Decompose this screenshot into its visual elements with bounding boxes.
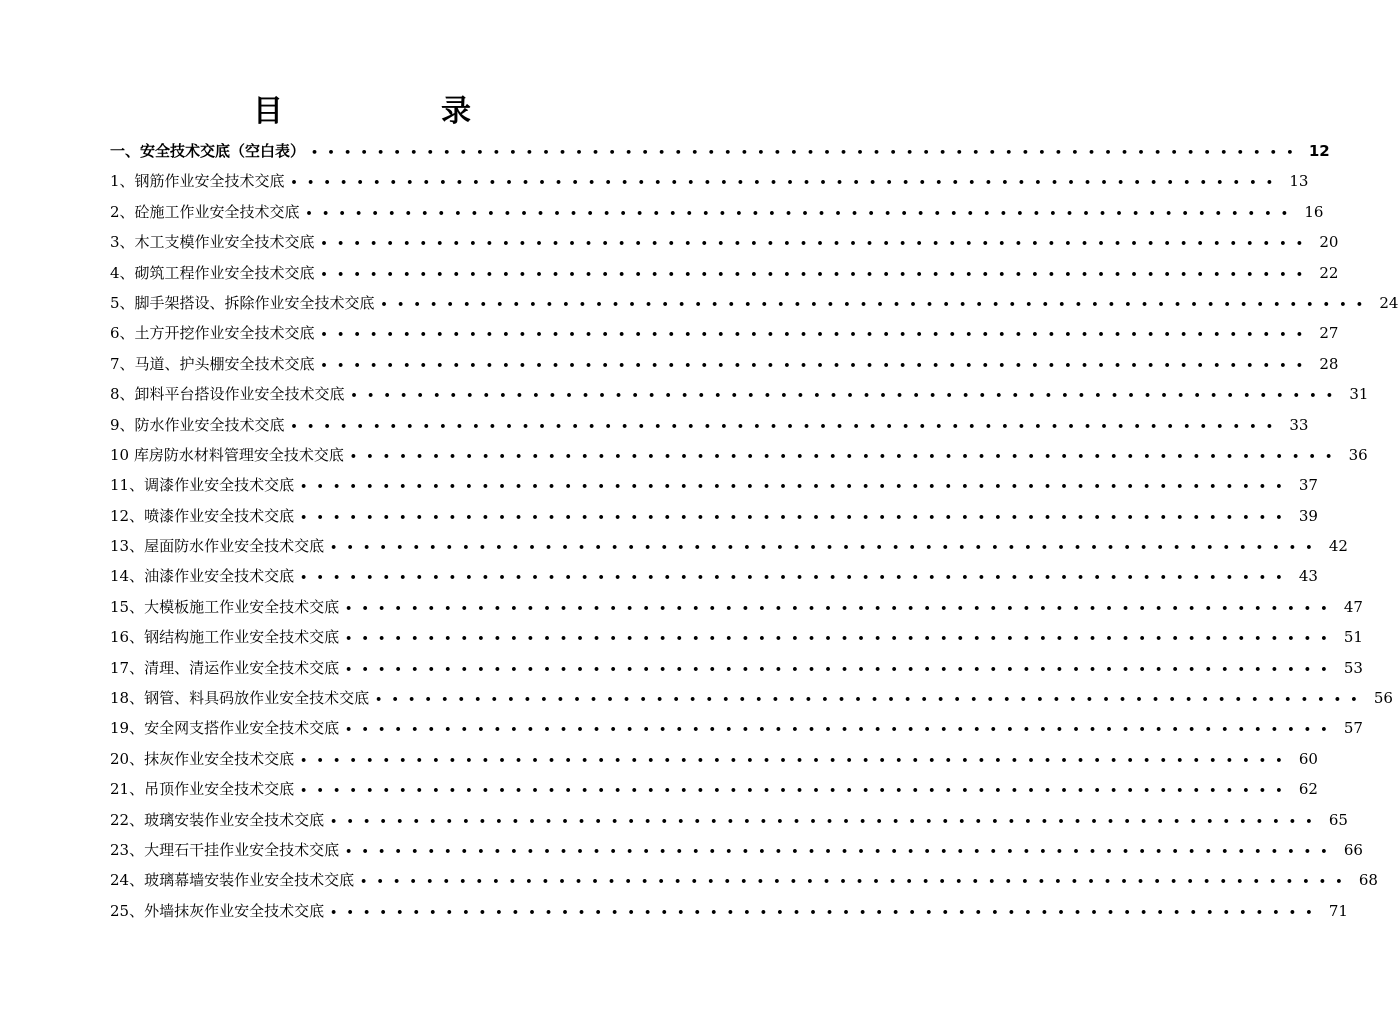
toc-entry[interactable] bbox=[110, 717, 1363, 747]
toc-dot-leader: •••••••••••••••••••••••••••••••••••••••••••••••••••••••••••• bbox=[330, 541, 1322, 555]
toc-dot-leader: •••••••••••••••••••••••••••••••••••••••••••••••••••••••••••• bbox=[345, 723, 1337, 737]
toc-entry-label: 14、油漆作业安全技术交底 bbox=[110, 567, 295, 586]
table-of-contents bbox=[110, 140, 1398, 930]
toc-entry-label: 7、马道、护头棚安全技术交底 bbox=[110, 354, 315, 373]
toc-dot-leader: •••••••••••••••••••••••••••••••••••••••••••••••••••••••••••• bbox=[290, 176, 1283, 190]
toc-entry[interactable] bbox=[110, 839, 1363, 869]
toc-entry-label: 1、钢筋作业安全技术交底 bbox=[110, 172, 285, 191]
toc-entry-label: 13、屋面防水作业安全技术交底 bbox=[110, 537, 325, 556]
toc-page-number: 60 bbox=[1298, 749, 1318, 768]
toc-page-number: 22 bbox=[1319, 263, 1339, 282]
toc-entry[interactable] bbox=[110, 474, 1318, 504]
toc-dot-leader: •••••••••••••••••••••••••••••••••••••••••••••••••••••••••••• bbox=[375, 693, 1367, 707]
toc-page-number: 20 bbox=[1319, 233, 1339, 252]
toc-entry[interactable] bbox=[110, 414, 1309, 444]
toc-entry[interactable] bbox=[110, 322, 1339, 352]
toc-entry[interactable] bbox=[110, 383, 1369, 413]
toc-page-number: 56 bbox=[1373, 689, 1393, 708]
toc-dot-leader: •••••••••••••••••••••••••••••••••••••••••••••••••••••••••••• bbox=[300, 480, 1292, 494]
toc-entry[interactable] bbox=[110, 748, 1318, 778]
page-title: 目 录 bbox=[253, 94, 535, 129]
toc-entry[interactable] bbox=[110, 535, 1348, 565]
toc-entry-label: 19、安全网支搭作业安全技术交底 bbox=[110, 719, 340, 738]
toc-dot-leader: •••••••••••••••••••••••••••••••••••••••••••••••••••••••••••• bbox=[300, 571, 1292, 585]
toc-page-number: 43 bbox=[1298, 567, 1318, 586]
toc-entry-label: 10 库房防水材料管理安全技术交底 bbox=[110, 445, 344, 464]
toc-entry[interactable] bbox=[110, 626, 1363, 656]
toc-page-number: 42 bbox=[1328, 537, 1348, 556]
toc-dot-leader: •••••••••••••••••••••••••••••••••••••••••••••••••••••••••••• bbox=[360, 875, 1352, 889]
toc-dot-leader: •••••••••••••••••••••••••••••••••••••••••••••••••••••••••••• bbox=[311, 146, 1303, 159]
toc-page-number: 71 bbox=[1328, 901, 1348, 920]
toc-page-number: 37 bbox=[1298, 476, 1318, 495]
toc-entry[interactable] bbox=[110, 900, 1348, 930]
toc-page-number: 36 bbox=[1348, 445, 1368, 464]
toc-page-number: 28 bbox=[1319, 354, 1339, 373]
toc-entry-label: 4、砌筑工程作业安全技术交底 bbox=[110, 263, 315, 282]
toc-entry[interactable] bbox=[110, 170, 1309, 200]
toc-entry[interactable] bbox=[110, 262, 1339, 292]
toc-dot-leader: •••••••••••••••••••••••••••••••••••••••••••••••••••••••••••• bbox=[305, 206, 1298, 220]
toc-dot-leader: •••••••••••••••••••••••••••••••••••••••••••••••••••••••••••• bbox=[345, 632, 1337, 646]
toc-page-number: 68 bbox=[1358, 871, 1378, 890]
toc-dot-leader: •••••••••••••••••••••••••••••••••••••••••••••••••••••••••••• bbox=[290, 419, 1283, 433]
toc-dot-leader: •••••••••••••••••••••••••••••••••••••••••••••••••••••••••••• bbox=[345, 662, 1337, 676]
toc-entry[interactable] bbox=[110, 292, 1398, 322]
toc-page-number: 65 bbox=[1328, 810, 1348, 829]
toc-dot-leader: •••••••••••••••••••••••••••••••••••••••••••••••••••••••••••• bbox=[320, 358, 1313, 372]
toc-entry-label: 20、抹灰作业安全技术交底 bbox=[110, 749, 295, 768]
toc-page-number: 53 bbox=[1343, 658, 1363, 677]
toc-dot-leader: •••••••••••••••••••••••••••••••••••••••••••••••••••••••••••• bbox=[320, 267, 1313, 281]
toc-dot-leader: •••••••••••••••••••••••••••••••••••••••••••••••••••••••••••• bbox=[300, 753, 1292, 767]
toc-page-number: 12 bbox=[1308, 142, 1330, 160]
toc-dot-leader: •••••••••••••••••••••••••••••••••••••••••••••••••••••••••••• bbox=[320, 237, 1313, 251]
toc-entry-label: 9、防水作业安全技术交底 bbox=[110, 415, 285, 434]
toc-entry-label: 16、钢结构施工作业安全技术交底 bbox=[110, 628, 340, 647]
toc-entry-label: 6、土方开挖作业安全技术交底 bbox=[110, 324, 315, 343]
toc-entry-label: 12、喷漆作业安全技术交底 bbox=[110, 506, 295, 525]
toc-dot-leader: •••••••••••••••••••••••••••••••••••••••••••••••••••••••••••• bbox=[330, 814, 1322, 828]
toc-page-number: 31 bbox=[1349, 385, 1369, 404]
toc-entry[interactable] bbox=[110, 444, 1368, 474]
toc-entry-label: 一、安全技术交底（空白表） bbox=[110, 142, 306, 160]
toc-dot-leader: •••••••••••••••••••••••••••••••••••••••••••••••••••••••••••• bbox=[345, 844, 1337, 858]
toc-page-number: 57 bbox=[1343, 719, 1363, 738]
toc-dot-leader: •••••••••••••••••••••••••••••••••••••••••••••••••••••••••••• bbox=[380, 297, 1373, 311]
toc-entry[interactable] bbox=[110, 505, 1318, 535]
toc-page-number: 33 bbox=[1289, 415, 1309, 434]
toc-entry-label: 18、钢管、料具码放作业安全技术交底 bbox=[110, 689, 370, 708]
toc-entry[interactable] bbox=[110, 869, 1378, 899]
toc-entry-label: 24、玻璃幕墙安装作业安全技术交底 bbox=[110, 871, 355, 890]
toc-entry-label: 2、砼施工作业安全技术交底 bbox=[110, 202, 300, 221]
toc-page-number: 39 bbox=[1298, 506, 1318, 525]
toc-entry-label: 15、大模板施工作业安全技术交底 bbox=[110, 597, 340, 616]
toc-dot-leader: •••••••••••••••••••••••••••••••••••••••••••••••••••••••••••• bbox=[330, 905, 1322, 919]
toc-entry[interactable] bbox=[110, 657, 1363, 687]
toc-entry[interactable] bbox=[110, 687, 1393, 717]
toc-entry-label: 11、调漆作业安全技术交底 bbox=[110, 476, 295, 495]
toc-page-number: 16 bbox=[1304, 202, 1324, 221]
toc-entry-label: 21、吊顶作业安全技术交底 bbox=[110, 780, 295, 799]
toc-entry-label: 8、卸料平台搭设作业安全技术交底 bbox=[110, 385, 345, 404]
toc-entry[interactable] bbox=[110, 565, 1318, 595]
toc-page-number: 66 bbox=[1343, 840, 1363, 859]
toc-entry[interactable] bbox=[110, 231, 1339, 261]
toc-dot-leader: •••••••••••••••••••••••••••••••••••••••••••••••••••••••••••• bbox=[345, 601, 1337, 615]
toc-page-number: 47 bbox=[1343, 597, 1363, 616]
toc-entry-label: 17、清理、清运作业安全技术交底 bbox=[110, 658, 340, 677]
toc-entry[interactable] bbox=[110, 353, 1339, 383]
toc-entry[interactable] bbox=[110, 596, 1363, 626]
toc-entry-label: 22、玻璃安装作业安全技术交底 bbox=[110, 810, 325, 829]
toc-page-number: 51 bbox=[1343, 628, 1363, 647]
toc-dot-leader: •••••••••••••••••••••••••••••••••••••••••••••••••••••••••••• bbox=[350, 389, 1343, 403]
toc-entry-label: 3、木工支模作业安全技术交底 bbox=[110, 233, 315, 252]
toc-dot-leader: •••••••••••••••••••••••••••••••••••••••••••••••••••••••••••• bbox=[300, 510, 1292, 524]
toc-dot-leader: •••••••••••••••••••••••••••••••••••••••••••••••••••••••••••• bbox=[300, 784, 1292, 798]
toc-entry-label: 25、外墙抹灰作业安全技术交底 bbox=[110, 901, 325, 920]
toc-entry[interactable] bbox=[110, 201, 1324, 231]
toc-entry[interactable] bbox=[110, 778, 1318, 808]
toc-entry-label: 5、脚手架搭设、拆除作业安全技术交底 bbox=[110, 293, 375, 312]
toc-entry-label: 23、大理石干挂作业安全技术交底 bbox=[110, 840, 340, 859]
toc-page-number: 13 bbox=[1289, 172, 1309, 191]
toc-entry[interactable] bbox=[110, 809, 1348, 839]
toc-dot-leader: •••••••••••••••••••••••••••••••••••••••••••••••••••••••••••• bbox=[320, 328, 1313, 342]
toc-page-number: 24 bbox=[1379, 293, 1398, 312]
toc-page-number: 62 bbox=[1298, 780, 1318, 799]
toc-page-number: 27 bbox=[1319, 324, 1339, 343]
toc-dot-leader: •••••••••••••••••••••••••••••••••••••••••••••••••••••••••••• bbox=[349, 449, 1342, 463]
toc-section-heading[interactable] bbox=[110, 140, 1330, 170]
